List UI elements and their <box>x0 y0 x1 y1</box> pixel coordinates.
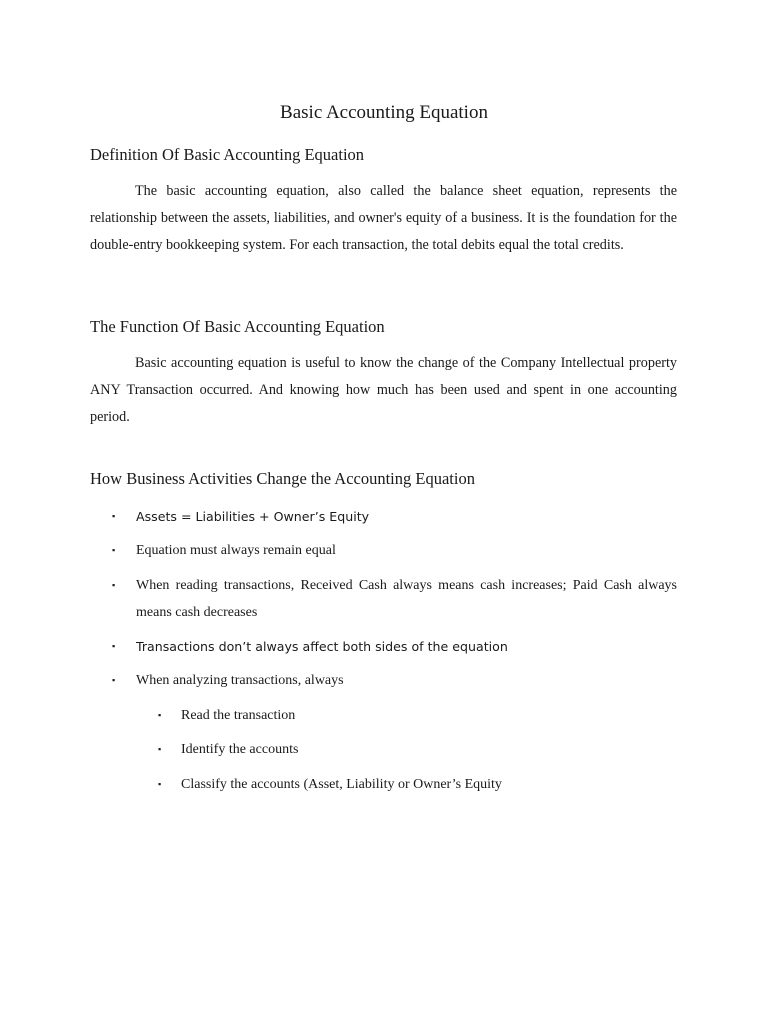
sub-list-item-text: Read the transaction <box>181 708 296 723</box>
bullet-marker-icon: ▪ <box>112 675 116 685</box>
document-title: Basic Accounting Equation <box>280 102 488 123</box>
sub-list-item-text: Classify the accounts (Asset, Liability or Owner’s Equity <box>181 777 502 792</box>
section-heading-definition: Definition Of Basic Accounting Equation <box>90 145 365 164</box>
list-item <box>112 633 677 660</box>
list-item-text: When reading transactions, Received Cash always means cash increases; Paid Cash always means cash decreases <box>136 578 677 620</box>
list-item <box>112 503 677 530</box>
list-item <box>112 667 677 694</box>
list-item <box>112 572 677 626</box>
bullet-marker-icon: ▪ <box>158 779 162 789</box>
sub-list-item-text: Identify the accounts <box>181 742 299 757</box>
bullet-marker-icon: ▪ <box>112 545 116 555</box>
sub-list-item <box>158 702 677 729</box>
sub-list-item <box>158 736 677 763</box>
bullet-marker-icon: ▪ <box>112 511 116 521</box>
list-item-text: When analyzing transactions, always <box>136 673 344 688</box>
list-item-text: Assets = Liabilities + Owner’s Equity <box>136 509 370 524</box>
list-item-text: Transactions don’t always affect both sides of the equation <box>136 639 508 654</box>
section-paragraph-definition: The basic accounting equation, also called the balance sheet equation, represents the relationship between the assets, liabilities, and owner's equity of a business. It is the foundation for the double-entry bookkeeping system. For each transaction, the total debits equal the total credits. <box>90 183 677 253</box>
bullet-marker-icon: ▪ <box>112 641 116 651</box>
section-heading-function: The Function Of Basic Accounting Equation <box>90 317 385 336</box>
list-item <box>112 537 677 564</box>
sub-list-item <box>158 771 677 798</box>
section-heading-business-activities: How Business Activities Change the Accounting Equation <box>90 469 475 488</box>
section-paragraph-function: Basic accounting equation is useful to know the change of the Company Intellectual property ANY Transaction occurred. And knowing how much has been used and spent in one accounting period. <box>90 355 677 425</box>
bullet-marker-icon: ▪ <box>112 580 116 590</box>
bullet-marker-icon: ▪ <box>158 744 162 754</box>
list-item-text: Equation must always remain equal <box>136 543 336 558</box>
bullet-marker-icon: ▪ <box>158 710 162 720</box>
